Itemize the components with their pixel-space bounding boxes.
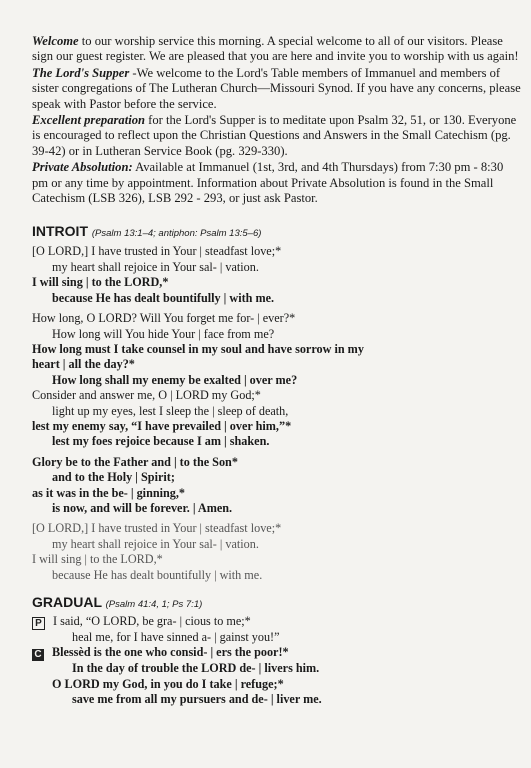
absolution-text: Available at Immanuel (1st, 3rd, and 4th Thursdays) from 7:30 pm - 8:30 pm or any time by appointment. Information about Private Absolution is found in the Small Catechism (LSB 326), LSB 292 - 293, or just ask Pastor.	[32, 160, 504, 206]
introit-line: as it was in the be- | ginning,*	[32, 485, 186, 500]
preparation-text: for the Lord's Supper is to meditate upon Psalm 32, 51, or 130. Everyone is encouraged to reflect upon the Christian Questions and Answers in the Small Catechism (pg. 39-42) or in Lutheran Service Book (pg. 329-330).	[32, 113, 517, 158]
notices-section	[32, 34, 521, 206]
introit-line: How long, O LORD? Will You forget me for- | ever?*	[32, 311, 296, 326]
preparation-lead: Excellent preparation	[32, 113, 145, 128]
preparation-notice	[32, 113, 521, 159]
introit-line: Glory be to the Father and | to the Son*	[32, 454, 238, 469]
introit-line: lest my foes rejoice because I am | shaken.	[52, 434, 270, 449]
gradual-heading	[32, 593, 521, 614]
absolution-lead: Private Absolution:	[32, 160, 133, 175]
introit-line: I will sing | to the LORD,*	[32, 552, 163, 567]
gradual-title: GRADUAL	[32, 594, 102, 610]
lords-supper-lead: The Lord's Supper	[32, 65, 130, 80]
gradual-line	[32, 692, 521, 707]
gradual-line	[32, 677, 521, 692]
introit-line: How long will You hide Your | face from me?	[52, 326, 275, 341]
introit-line: [O LORD,] I have trusted in Your | steadfast love;*	[32, 521, 282, 536]
welcome-text: to our worship service this morning. A special welcome to all of our visitors. Please sign our guest register. We are pleased that you are here and invite you to worship with us again!	[32, 34, 519, 64]
introit-line: my heart shall rejoice in Your sal- | vation.	[52, 536, 259, 551]
gradual-line	[32, 630, 521, 645]
introit-body	[32, 244, 521, 583]
lords-supper-text: -We welcome to the Lord's Table members of Immanuel and members of sister congregations of The Lutheran Church—Missouri Synod. If you have any concerns, please speak with Pastor before the service.	[32, 65, 521, 111]
introit-line: and to the Holy | Spirit;	[52, 470, 175, 485]
gradual-line-text: O LORD my God, in you do I take | refuge;*	[52, 676, 284, 691]
introit-line: because He has dealt bountifully | with me.	[52, 567, 263, 582]
introit-line: heart | all the day?*	[32, 357, 135, 372]
welcome-lead: Welcome	[32, 34, 79, 48]
introit-line: light up my eyes, lest I sleep the | sleep of death,	[52, 403, 289, 418]
congregation-marker-icon: C	[32, 649, 44, 661]
introit-reference: (Psalm 13:1–4; antiphon: Psalm 13:5–6)	[91, 228, 262, 240]
introit-line: is now, and will be forever. | Amen.	[52, 500, 233, 515]
gradual-line	[32, 614, 521, 630]
introit-line: How long shall my enemy be exalted | over me?	[52, 372, 298, 387]
introit-verse-group	[32, 244, 521, 306]
welcome-notice	[32, 34, 521, 65]
pastor-marker-icon: P	[32, 617, 45, 630]
absolution-notice	[32, 160, 521, 206]
introit-verse-group	[32, 311, 521, 450]
introit-line: I will sing | to the LORD,*	[32, 275, 169, 290]
gradual-line-text: heal me, for I have sinned a- | gainst you!”	[72, 630, 280, 644]
introit-line: because He has dealt bountifully | with me.	[52, 290, 275, 305]
introit-verse-group	[32, 521, 521, 583]
gradual-line	[32, 645, 521, 661]
introit-line: How long must I take counsel in my soul and have sorrow in my	[32, 341, 364, 356]
gradual-line-text: I said, “O LORD, be gra- | cious to me;*	[53, 614, 251, 628]
introit-line: [O LORD,] I have trusted in Your | steadfast love;*	[32, 244, 282, 259]
gradual-line-text: Blessèd is the one who consid- | ers the poor!*	[52, 645, 289, 660]
gradual-line-text: save me from all my pursuers and de- | liver me.	[72, 692, 322, 707]
gradual-line	[32, 661, 521, 676]
gradual-line-text: In the day of trouble the LORD de- | livers him.	[72, 661, 320, 676]
gradual-body	[32, 614, 521, 708]
introit-verse-group	[32, 455, 521, 517]
introit-heading	[32, 222, 521, 243]
introit-line: Consider and answer me, O | LORD my God;*	[32, 388, 261, 403]
introit-line: lest my enemy say, “I have prevailed | over him,”*	[32, 418, 292, 433]
introit-title: INTROIT	[32, 223, 88, 240]
lords-supper-notice	[32, 66, 521, 112]
gradual-reference: (Psalm 41:4, 1; Ps 7:1)	[105, 599, 203, 610]
introit-line: my heart shall rejoice in Your sal- | vation.	[52, 259, 259, 274]
